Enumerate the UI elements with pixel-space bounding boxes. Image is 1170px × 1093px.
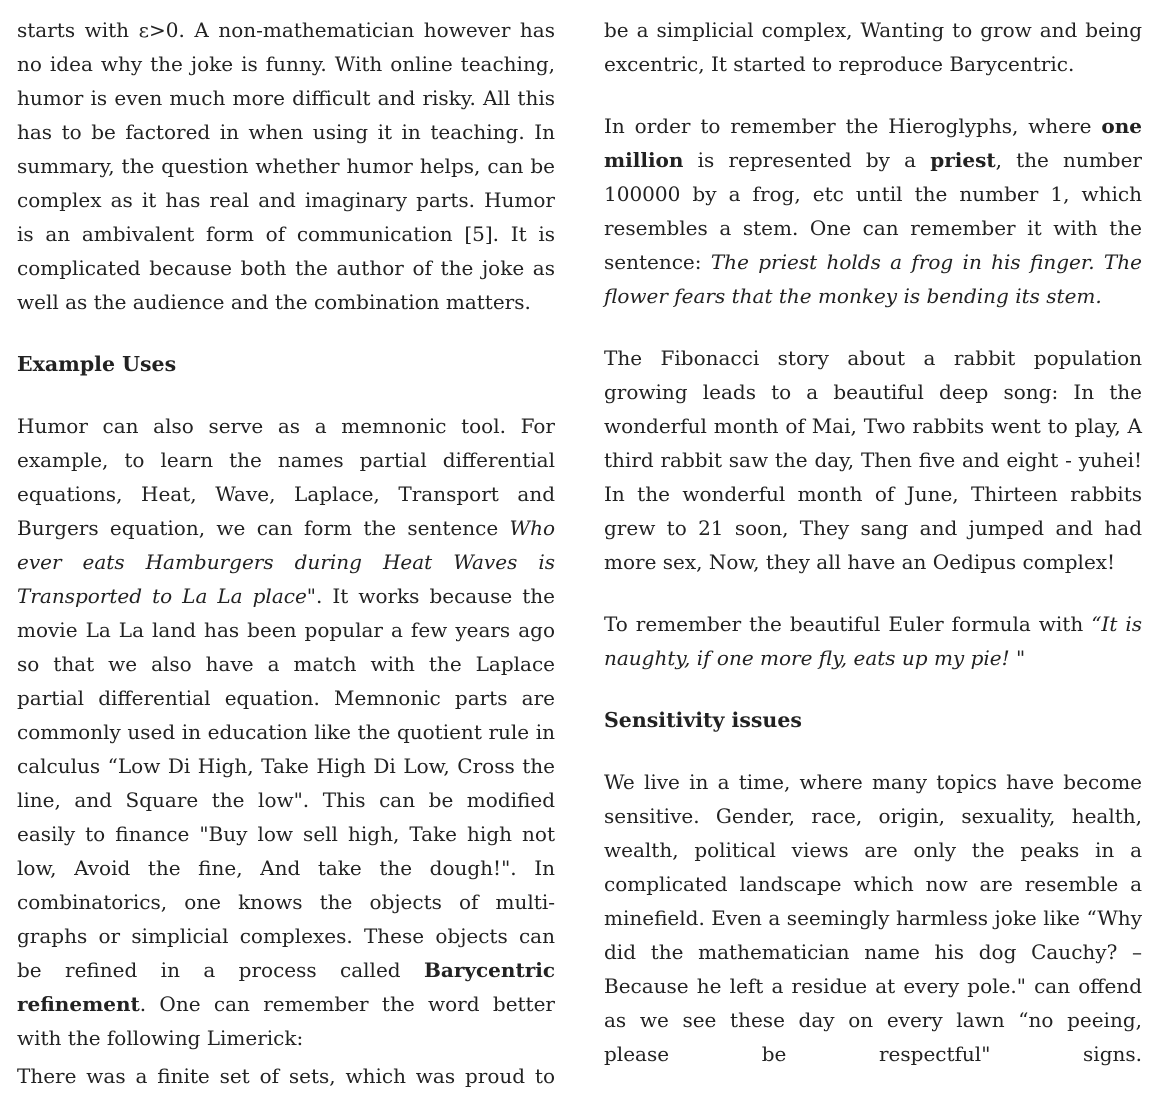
right-column	[604, 13, 1142, 1065]
text-run: , the number 100000 by a frog, etc until the number 1, which resembles a stem. One can remember it with the sentence:	[604, 148, 1142, 274]
paragraph-sensitivity	[604, 765, 1142, 1071]
paragraph-fibonacci-song	[604, 341, 1142, 579]
paragraph-continued-from-previous-page	[17, 13, 555, 319]
italic-text-run: Who ever eats Hamburgers during Heat Waves is Transported to La La place	[17, 516, 555, 608]
text-run: The Fibonacci story about a rabbit population growing leads to a beautiful deep song: In the wonderful month of Mai, Two rabbits went to play, A third rabbit saw the day, Then five and eight - yuhei! In the wonderful month of June, Thirteen rabbits grew to 21 soon, They sang and jumped and had more sex, Now, they all have an Oedipus complex!	[604, 346, 1142, 574]
italic-text-run: “It is naughty, if one more fly, eats up my pie! "	[604, 612, 1142, 670]
bold-text-run: priest	[930, 148, 996, 172]
left-column	[17, 13, 555, 1088]
text-run: There was a finite set of sets, which was proud to	[17, 1064, 555, 1088]
limerick-first-line	[17, 1059, 555, 1093]
paragraph-mnemonic-examples	[17, 409, 555, 1055]
italic-text-run: The priest holds a frog in his finger. The flower fears that the monkey is bending its stem.	[604, 250, 1142, 308]
text-run: starts with ε>0. A non-mathematician however has no idea why the joke is funny. With online teaching, humor is even much more difficult and risky. All this has to be factored in when using it in teaching. In summary, the question whether humor helps, can be complex as it has real and imaginary parts. Humor is an ambivalent form of communication [5]. It is complicated because both the author of the joke as well as the audience and the combination matters.	[17, 18, 555, 314]
text-run: In order to remember the Hieroglyphs, where	[604, 114, 1102, 138]
text-run: Humor can also serve as a memnonic tool. For example, to learn the names partial differential equations, Heat, Wave, Laplace, Transport and Burgers equation, we can form the sentence	[17, 414, 555, 540]
text-run: is represented by a	[683, 148, 931, 172]
paragraph-euler-formula	[604, 607, 1142, 675]
text-run: . One can remember the word better with the following Limerick:	[17, 992, 555, 1050]
text-run: ". It works because the movie La La land has been popular a few years ago so that we also have a match with the Laplace partial differential equation. Memnonic parts are commonly used in education like the quotient rule in calculus “Low Di High, Take High Di Low, Cross the line, and Square the low". This can be modified easily to finance "Buy low sell high, Take high not low, Avoid the fine, And take the dough!". In combinatorics, one knows the objects of multi-graphs or simplicial complexes. These objects can be refined in a process called	[17, 584, 555, 982]
bold-text-run: one million	[604, 114, 1142, 172]
section-heading-sensitivity-issues: Sensitivity issues	[604, 708, 802, 732]
text-run: be a simplicial complex, Wanting to grow and being excentric, It started to reproduce Barycentric.	[604, 18, 1142, 76]
text-run: We live in a time, where many topics have become sensitive. Gender, race, origin, sexuality, health, wealth, political views are only the peaks in a complicated landscape which now are resemble a minefield. Even a seemingly harmless joke like “Why did the mathematician name his dog Cauchy? – Because he left a residue at every pole." can offend as we see these day on every lawn “no peeing, please be respectful" signs.	[604, 770, 1142, 1066]
section-heading-example-uses: Example Uses	[17, 352, 177, 376]
text-run: To remember the beautiful Euler formula with	[604, 612, 1092, 636]
paragraph-hieroglyphs	[604, 109, 1142, 313]
bold-text-run: Barycentric refinement	[17, 958, 555, 1016]
limerick-continuation	[604, 13, 1142, 81]
